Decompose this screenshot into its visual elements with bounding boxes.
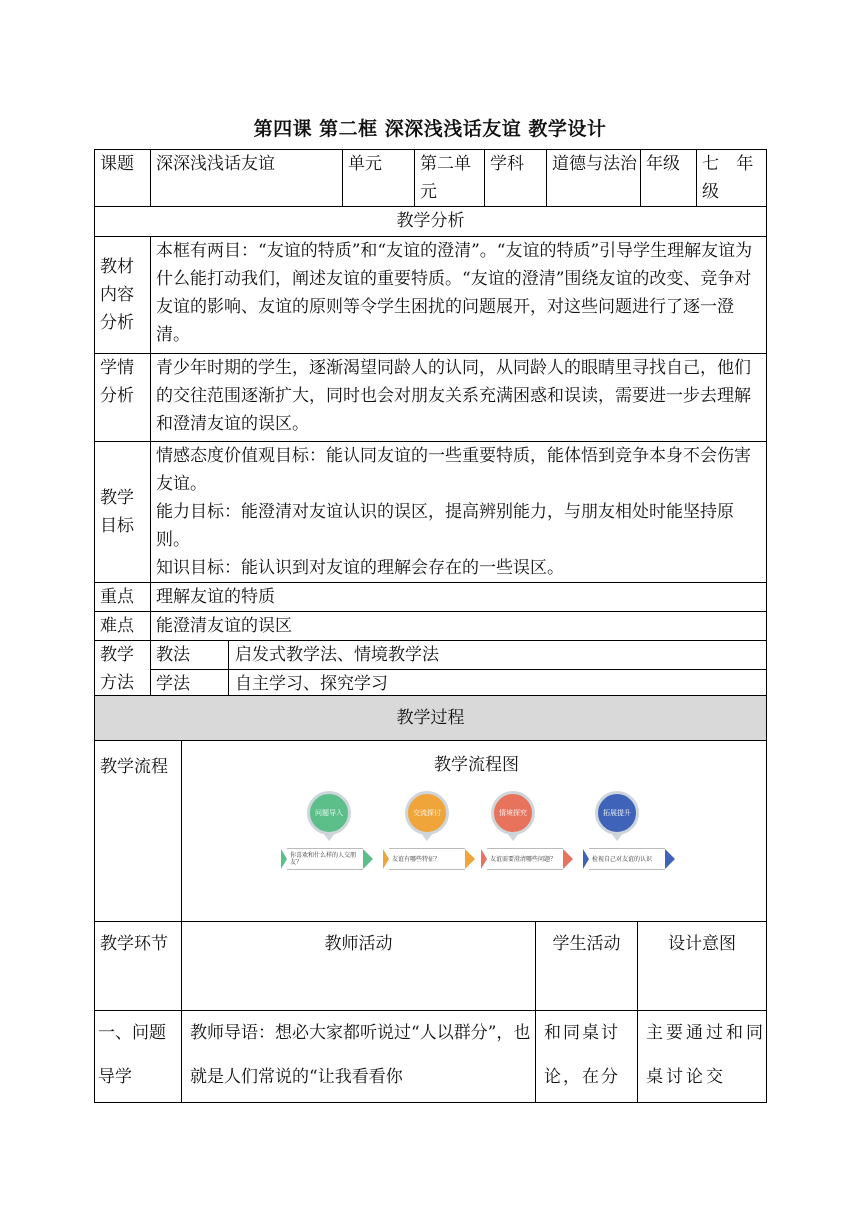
topic-label: 课题 [95,150,151,207]
row1-intent: 主要通过和同桌讨论交 [638,1011,767,1103]
ribbon-arrow-icon [465,849,475,869]
flow-step-question-4: 检视自己对友谊的认识 [589,848,665,870]
flow-step-question-2: 友谊有哪些特征？ [389,848,465,870]
teach-method-text: 启发式教学法、情境教学法 [235,645,439,665]
row1-stage: 一、问题导学 [95,1011,182,1103]
student-analysis-label: 学情分析 [95,354,151,442]
process-header: 教学过程 [95,696,767,741]
stage-column-header: 教学环节 [95,922,182,1011]
flow-title: 教学流程图 [434,755,519,775]
methods-label: 教学方法 [95,641,151,699]
objective-knowledge: 知识目标：能认识到对友谊的理解会存在的一些误区。 [156,558,564,578]
grade-value: 七 年级 [697,150,767,207]
flow-step-question-3: 友谊需要澄清哪些问题？ [487,848,563,870]
objectives-cell [151,442,767,583]
flow-diagram [187,779,766,889]
teacher-column-header: 教师活动 [182,922,536,1011]
flow-step-ribbon-1 [281,849,373,869]
topic-value: 深深浅浅话友谊 [151,150,343,207]
key-point-text: 理解友谊的特质 [151,583,767,612]
flow-step-pin-3: 情境探究 [491,791,535,835]
flow-step-question-1: 你喜欢和什么样的人交朋友？ [287,848,363,870]
flow-step-ribbon-3 [481,849,573,869]
objectives-label: 教学目标 [95,442,151,583]
subject-label: 学科 [485,150,547,207]
flow-step-pin-2: 交流探讨 [405,791,449,835]
overview-table [94,149,767,699]
objective-emotion: 情感态度价值观目标：能认同友谊的一些重要特质，能体悟到竞争本身不会伤害友谊。 [156,446,751,494]
content-analysis-text: 本框有两目：“友谊的特质”和“友谊的澄清”。“友谊的特质”引导学生理解友谊为什么能打动我们，阐述友谊的重要特质。“友谊的澄清”围绕友谊的改变、竞争对友谊的影响、友谊的原则等令学生困扰的问题展开，对这些问题进行了逐一澄清。 [151,237,767,354]
student-column-header: 学生活动 [536,922,638,1011]
subject-value: 道德与法治 [547,150,641,207]
flow-label: 教学流程 [95,741,182,922]
objective-ability: 能力目标：能澄清对友谊认识的误区，提高辨别能力，与朋友相处时能坚持原则。 [156,502,734,550]
flow-step-ribbon-4 [583,849,675,869]
key-point-label: 重点 [95,583,151,612]
student-analysis-text: 青少年时期的学生，逐渐渴望同龄人的认同，从同龄人的眼睛里寻找自己，他们的交往范围逐渐扩大，同时也会对朋友关系充满困惑和误读，需要进一步去理解和澄清友谊的误区。 [151,354,767,442]
process-table [94,695,767,1103]
content-analysis-label: 教材内容分析 [95,237,151,354]
flow-cell [182,741,767,922]
difficulty-label: 难点 [95,612,151,641]
ribbon-arrow-icon [363,849,373,869]
learn-method-label: 学法 [151,670,229,698]
analysis-header: 教学分析 [95,207,767,237]
intent-column-header: 设计意图 [638,922,767,1011]
teach-method-label: 教法 [151,641,229,669]
grade-label: 年级 [641,150,697,207]
flow-step-pin-4: 拓展提升 [595,791,639,835]
learn-method-text: 自主学习、探究学习 [235,674,388,694]
flow-step-pin-1: 问题导入 [307,791,351,835]
row1-student: 和同桌讨论，在分 [536,1011,638,1103]
ribbon-arrow-icon [665,849,675,869]
unit-value: 第二单元 [415,150,485,207]
flow-step-ribbon-2 [383,849,475,869]
unit-label: 单元 [343,150,415,207]
ribbon-arrow-icon [563,849,573,869]
difficulty-text: 能澄清友谊的误区 [151,612,767,641]
row1-teacher: 教师导语：想必大家都听说过“人以群分”，也就是人们常说的“让我看看你 [182,1011,536,1103]
document-title: 第四课 第二框 深深浅浅话友谊 教学设计 [253,118,607,140]
